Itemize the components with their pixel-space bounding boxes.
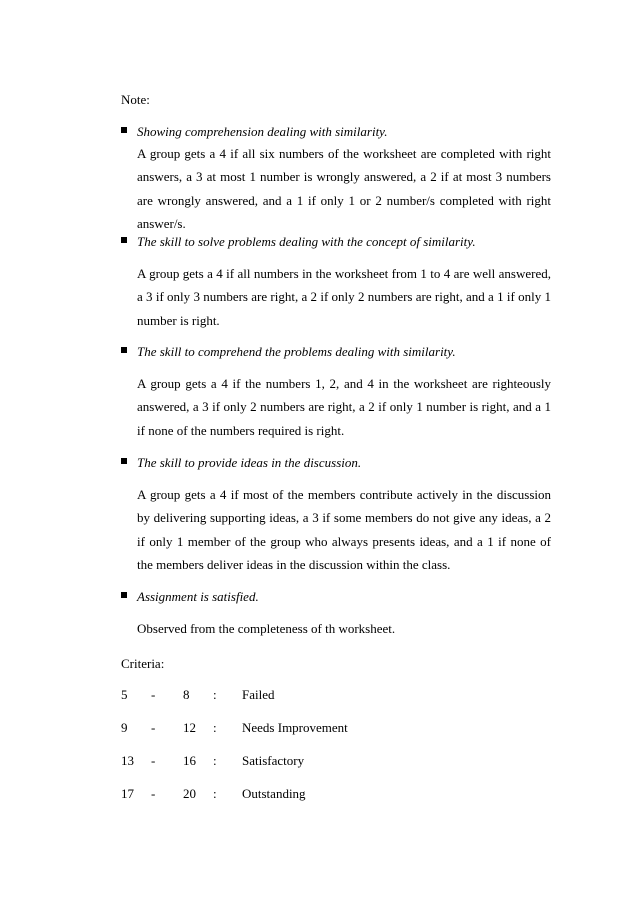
criteria-max: 20	[183, 786, 196, 801]
item-description: A group gets a 4 if the numbers 1, 2, and 4 in the worksheet are righteously answered, a 3 if only 2 numbers are right, a 2 if only 1 number is right, and a 1 if none of the numbers required is right.	[137, 376, 551, 438]
criteria-dash: -	[151, 786, 156, 801]
square-bullet-icon	[121, 458, 127, 464]
criteria-colon: :	[213, 786, 217, 801]
criteria-row	[121, 786, 421, 802]
square-bullet-icon	[121, 127, 127, 133]
item-description: A group gets a 4 if most of the members contribute actively in the discussion by delivering supporting ideas, a 3 if some members do not give any ideas, a 2 if only 1 member of the group who always presents ideas, and a 1 if none of the members deliver ideas in the discussion within the class.	[137, 487, 551, 572]
criteria-colon: :	[213, 753, 217, 768]
criteria-dash: -	[151, 687, 156, 702]
criteria-colon: :	[213, 687, 217, 702]
criteria-min: 13	[121, 753, 134, 768]
criteria-max: 8	[183, 687, 190, 702]
item-description: A group gets a 4 if all numbers in the worksheet from 1 to 4 are well answered, a 3 if only 3 numbers are right, a 2 if only 2 numbers are right, and a 1 if only 1 number is right.	[137, 266, 551, 328]
criteria-rating: Outstanding	[242, 786, 306, 801]
item-description: A group gets a 4 if all six numbers of the worksheet are completed with right answers, a 3 at most 1 number is wrongly answered, a 2 if at most 3 numbers are wrongly answered, and a 1 if only 1 or 2 number/s completed with right answer/s.	[137, 146, 551, 231]
square-bullet-icon	[121, 592, 127, 598]
item-description: Observed from the completeness of th worksheet.	[137, 621, 396, 636]
item-title: The skill to provide ideas in the discussion.	[137, 455, 362, 470]
criteria-min: 9	[121, 720, 128, 735]
item-title: The skill to solve problems dealing with the concept of similarity.	[137, 234, 476, 249]
note-label: Note:	[121, 92, 150, 107]
criteria-rating: Failed	[242, 687, 275, 702]
criteria-dash: -	[151, 753, 156, 768]
item-title: Showing comprehension dealing with similarity.	[137, 124, 388, 139]
criteria-row	[121, 753, 421, 769]
criteria-row	[121, 720, 421, 736]
criteria-label: Criteria:	[121, 656, 165, 671]
square-bullet-icon	[121, 347, 127, 353]
criteria-dash: -	[151, 720, 156, 735]
item-title: The skill to comprehend the problems dealing with similarity.	[137, 344, 456, 359]
criteria-row	[121, 687, 421, 703]
criteria-rating: Satisfactory	[242, 753, 305, 768]
square-bullet-icon	[121, 237, 127, 243]
criteria-min: 17	[121, 786, 134, 801]
criteria-min: 5	[121, 687, 128, 702]
criteria-rating: Needs Improvement	[242, 720, 348, 735]
criteria-max: 12	[183, 720, 196, 735]
criteria-max: 16	[183, 753, 196, 768]
criteria-colon: :	[213, 720, 217, 735]
item-title: Assignment is satisfied.	[137, 589, 259, 604]
